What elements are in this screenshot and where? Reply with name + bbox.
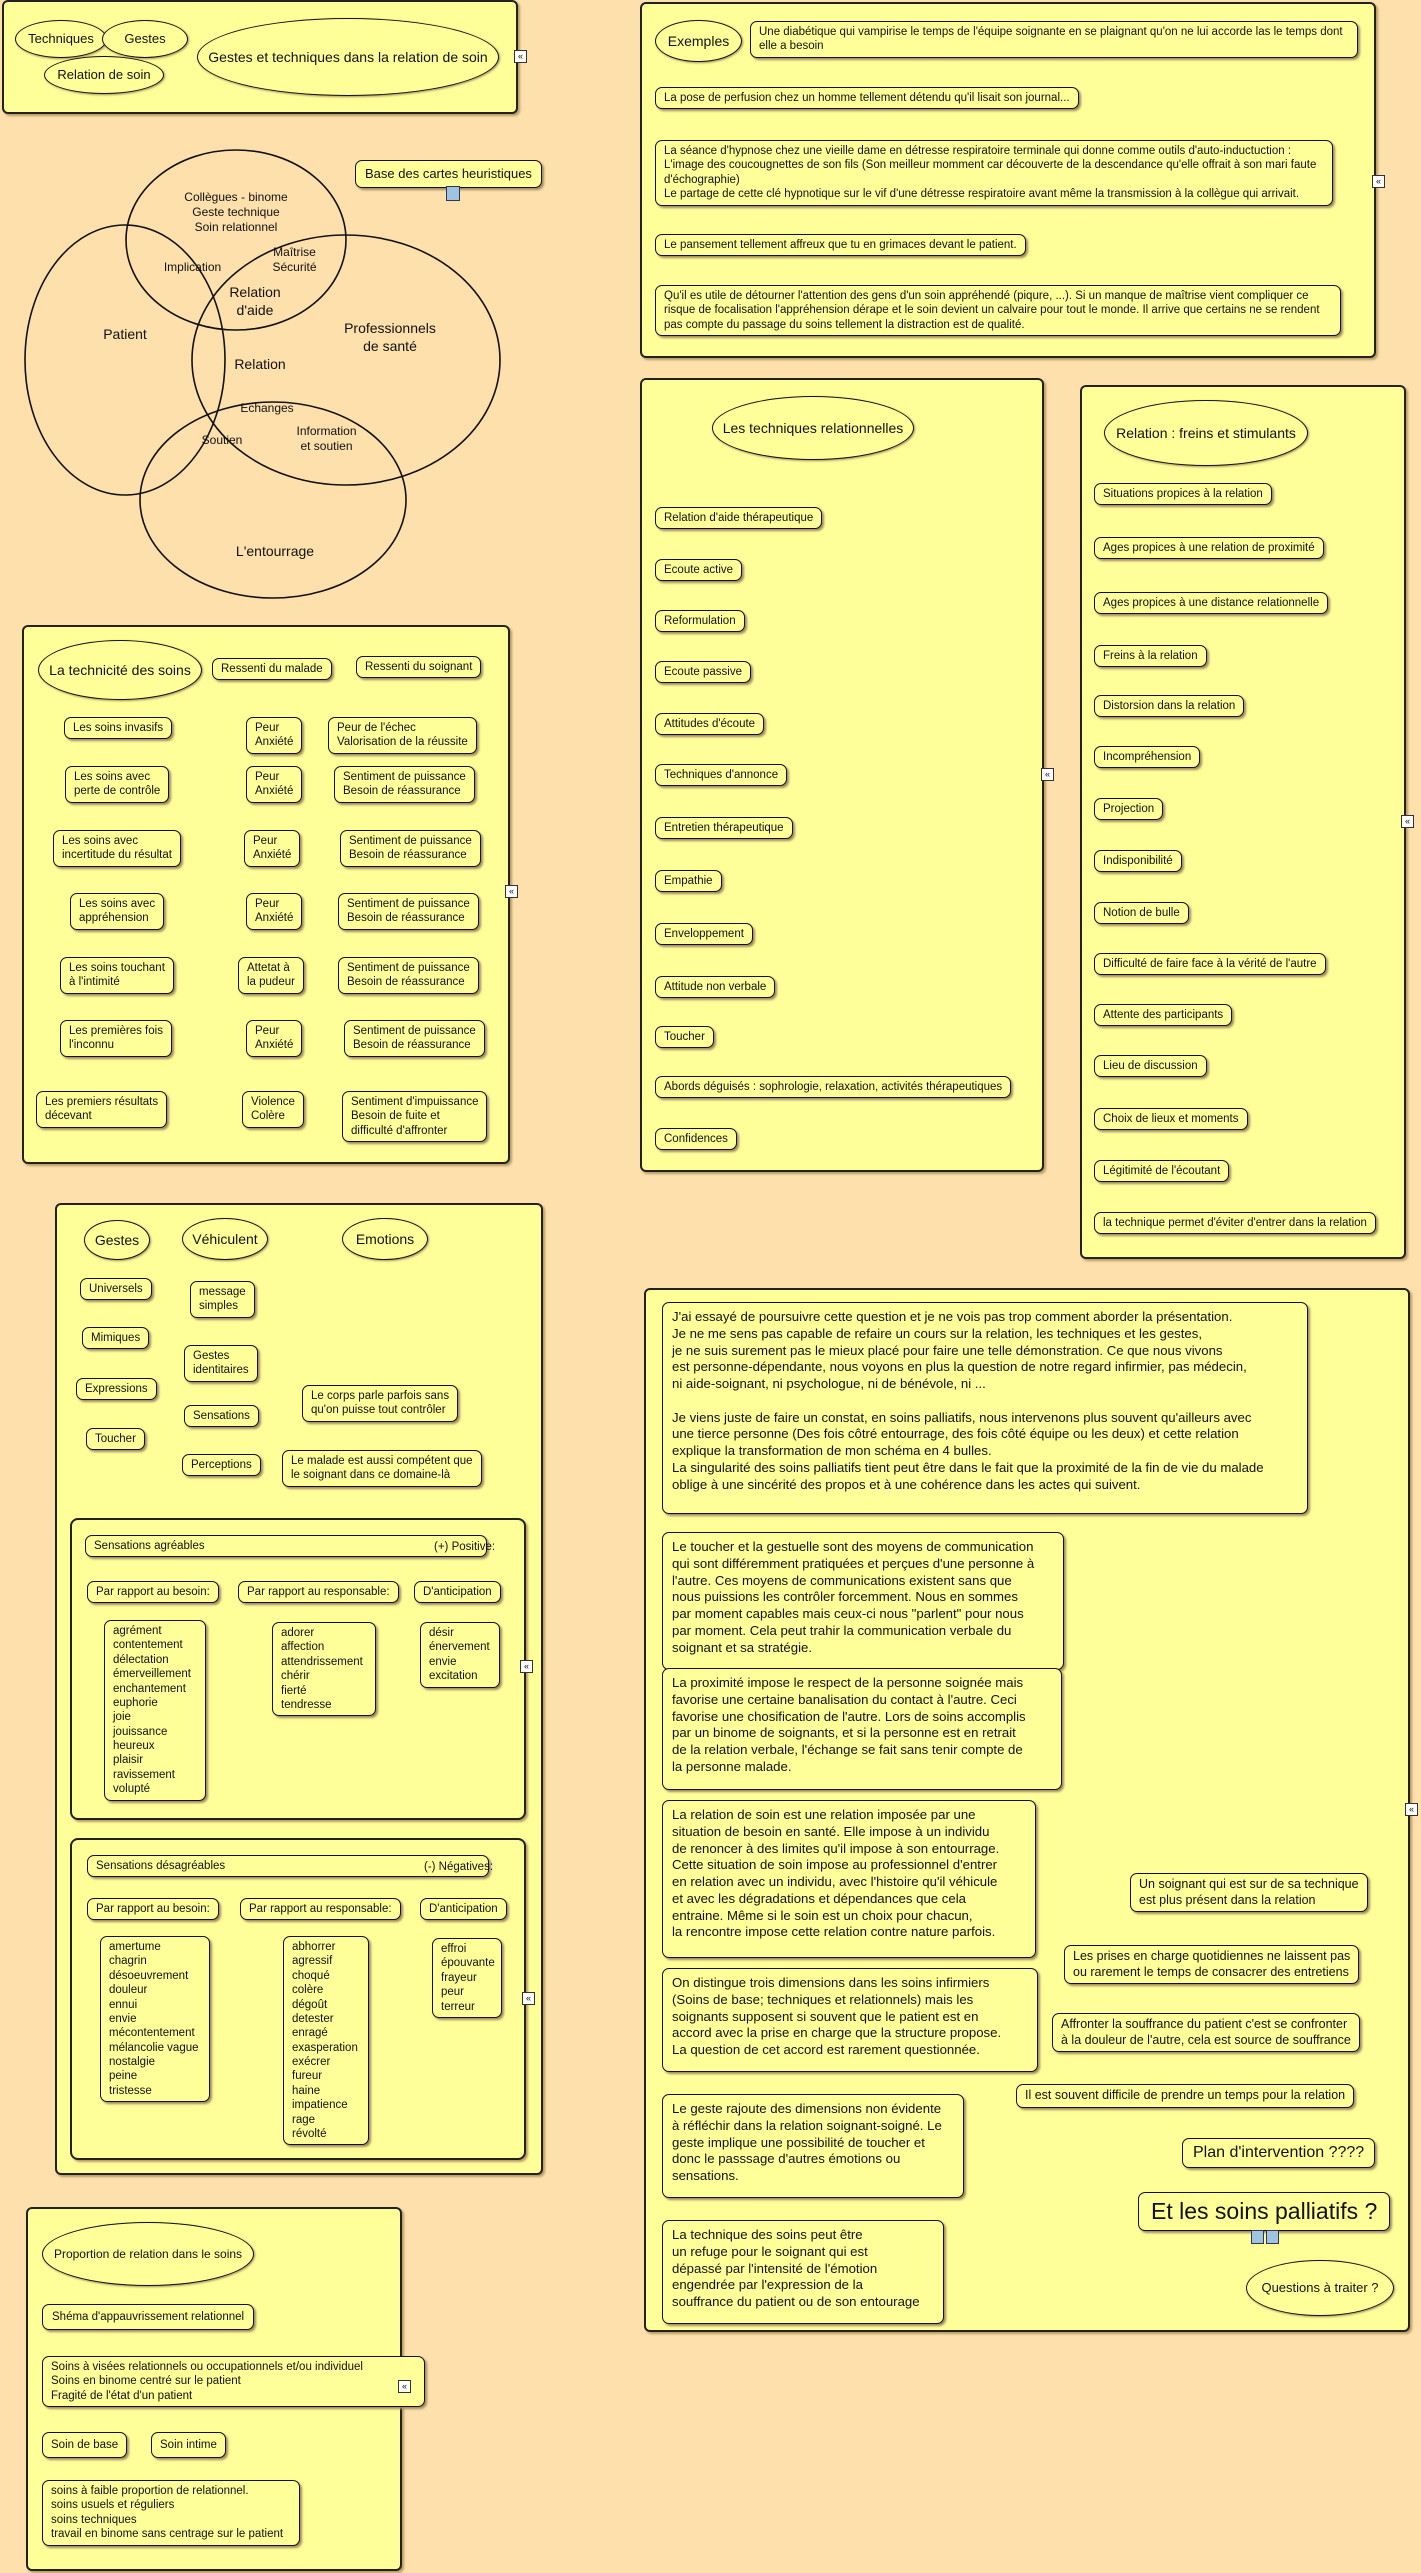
technique-relationnelle-item[interactable]: Reformulation [655,610,745,632]
proximite-paragraph[interactable]: La proximité impose le respect de la personne soignée mais favorise une certaine banalisation du contact à l'autre. Ceci favorise une chosification de l'autre. Lors de soins accomplis par un binome de soignants, et si la personne est en retrait de la relation verbale, l'échange se fait sans tenir compte de la personne malade. [662,1668,1062,1790]
frein-item[interactable]: Incompréhension [1094,746,1200,768]
gestes-oval[interactable]: Gestes [84,1220,150,1260]
ressenti-soignant-node[interactable]: Sentiment de puissance Besoin de réassurance [334,766,475,803]
venn-label-relation: Relation [234,356,286,372]
desagreables-list-responsable[interactable]: abhorrer agressif choqué colère dégoût detester enragé exasperation exécrer fureur haine impatience rage révolté [283,1936,369,2145]
technique-relationnelle-item[interactable]: Abords déguisés : sophrologie, relaxation, activités thérapeutiques [655,1076,1011,1098]
venn-label-relation-aide: Relation d'aide [229,284,281,318]
frein-item[interactable]: Distorsion dans la relation [1094,695,1244,717]
agreables-title[interactable]: Sensations agréables [85,1535,487,1557]
desagreables-responsable[interactable]: Par rapport au responsable: [240,1898,401,1920]
freins-title[interactable]: Relation : freins et stimulants [1104,400,1308,466]
collapse-icon[interactable]: « [1041,768,1054,781]
technique-relationnelle-item[interactable]: Techniques d'annonce [655,764,787,786]
frein-item[interactable]: la technique permet d'éviter d'entrer dans la relation [1094,1212,1376,1234]
technique-relationnelle-item[interactable]: Ecoute passive [655,661,751,683]
refuge-paragraph[interactable]: La technique des soins peut être un refuge pour le soignant qui est dépassé par l'intensité de l'émotion engendrée par l'expression de la souffrance du patient ou de son entourage [662,2220,944,2324]
relation-imposee-paragraph[interactable]: La relation de soin est une relation imposée par une situation de besoin en santé. Elle impose à un individu de renoncer à des limites qu'il impose à son entourrage. Cette situation de soin impose au professionnel d'entrer en relation avec un individu, avec l'histoire qu'il véhicule et avec les dégradations et dépendances que cela entraine. Même si le soin est un choix pour chacun, la rencontre impose cette relation contre nature parfois. [662,1800,1036,1958]
ressenti-malade-node[interactable]: Violence Colère [242,1091,304,1128]
ressenti-soignant-header[interactable]: Ressenti du soignant [356,656,481,678]
plan-intervention-node[interactable]: Plan d'intervention ???? [1182,2138,1375,2168]
base-cartes-node[interactable]: Base des cartes heuristiques [355,160,542,188]
malade-competent-node[interactable]: Le malade est aussi compétent que le soignant dans ce domaine-là [282,1450,482,1487]
exemple-hypnose[interactable]: La séance d'hypnose chez une vieille dame en détresse respiratoire terminale qui donne comme outils d'auto-inductuction : L'image des coucougnettes de son fils (Son meilleur momment car découverte de la descendance qu'elle offrait à son mari faute d'échographie) Le partage de cette clé hypnotique sur le vif d'une détresse respiratoire avant même la transmission à la collègue qui arrivait. [655,140,1333,206]
agreables-list-besoin[interactable]: agrément contentement délectation émerveillement enchantement euphorie joie jouissance heureux plaisir ravissement volupté [104,1620,206,1801]
collapse-icon[interactable]: « [398,2380,411,2393]
emotions-oval[interactable]: Emotions [342,1218,428,1260]
geste-item[interactable]: Mimiques [82,1327,149,1349]
technique-relationnelle-item[interactable]: Attitude non verbale [655,976,775,998]
frein-item[interactable]: Lieu de discussion [1094,1055,1207,1077]
link-icon[interactable] [1266,2230,1279,2244]
ressenti-malade-node[interactable]: Peur Anxiété [246,766,302,803]
geste-item[interactable]: Toucher [86,1428,145,1450]
desagreables-besoin[interactable]: Par rapport au besoin: [87,1898,219,1920]
ressenti-malade-node[interactable]: Peur Anxiété [244,830,300,867]
venn-label-maitrise: Maîtrise Sécurité [272,245,317,274]
exemples-title[interactable]: Exemples [655,20,742,62]
collapse-icon[interactable]: « [505,885,518,898]
frein-item[interactable]: Choix de lieux et moments [1094,1108,1248,1130]
frein-item[interactable]: Attente des participants [1094,1004,1232,1026]
vehiculent-oval[interactable]: Véhiculent [182,1218,268,1260]
venn-label-soutien: Soutien [201,433,243,447]
venn-label-entourage: L'entourrage [235,543,315,559]
geste-item[interactable]: Expressions [76,1378,157,1400]
desagreables-anticipation[interactable]: D'anticipation [420,1898,507,1920]
ressenti-soignant-node[interactable]: Sentiment de puissance Besoin de réassurance [338,957,479,994]
soin-intime-node[interactable]: Soin intime [151,2432,226,2458]
frein-item[interactable]: Indisponibilité [1094,850,1182,872]
desagreables-title[interactable]: Sensations désagréables [87,1855,489,1877]
difficile-node[interactable]: Il est souvent difficile de prendre un temps pour la relation [1016,2084,1354,2108]
technique-relationnelle-item[interactable]: Attitudes d'écoute [655,713,764,735]
faible-proportion-node[interactable]: soins à faible proportion de relationnel. soins usuels et réguliers soins techniques travail en binome sans centrage sur le patient [42,2480,300,2546]
ressenti-malade-header[interactable]: Ressenti du malade [212,658,332,680]
technique-relationnelle-item[interactable]: Entretien thérapeutique [655,817,793,839]
ressenti-soignant-node[interactable]: Sentiment de puissance Besoin de réassurance [344,1020,485,1057]
frein-item[interactable]: Légitimité de l'écoutant [1094,1160,1229,1182]
ressenti-malade-node[interactable]: Peur Anxiété [246,717,302,754]
frein-item[interactable]: Freins à la relation [1094,645,1207,667]
collapse-icon[interactable]: « [1405,1803,1418,1816]
note-icon[interactable] [1251,2230,1264,2244]
soin-type-node[interactable]: Les soins invasifs [64,717,172,739]
technique-relationnelle-item[interactable]: Empathie [655,870,722,892]
ressenti-soignant-node[interactable]: Peur de l'échec Valorisation de la réussite [328,717,477,754]
intro-paragraph[interactable]: J'ai essayé de poursuivre cette question et je ne vois pas trop comment aborder la présentation. Je ne me sens pas capable de refaire un cours sur la relation, les techniques et les gestes, je ne suis surement pas le mieux placé pour faire une telle démonstration. Ce que nous vivons est personne-dépendante, nous voyons en plus la question de notre regard infirmier, pas médecin, ni aide-soignant, ni psychologue, ni de bénévole, ni ... Je viens juste de faire un constat, en soins palliatifs, nous intervenons plus souvent qu'ailleurs avec une tierce personne (Des fois côtré entourrage, des fois côté équipe ou les deux) et cette relation explique la transformation de mon schéma en 4 bulles. La singularité des soins palliatifs tient peut être dans le fait que la proximité de la fin de vie du malade oblige à une sincérité des propos et à une cohérence dans les actes qui suivent. [662,1302,1308,1514]
soin-type-node[interactable]: Les soins avec perte de contrôle [65,766,169,803]
venn-label-echanges: Echanges [240,401,294,415]
soin-type-node[interactable]: Les premières fois l'inconnu [60,1020,172,1057]
affronter-node[interactable]: Affronter la souffrance du patient c'est se confronter à la douleur de l'autre, cela est source de souffrance [1052,2013,1360,2052]
ressenti-malade-node[interactable]: Peur Anxiété [246,893,302,930]
technique-relationnelle-item[interactable]: Relation d'aide thérapeutique [655,507,822,529]
geste-item[interactable]: Universels [80,1278,152,1300]
soin-base-node[interactable]: Soin de base [42,2432,127,2458]
soignant-sur-node[interactable]: Un soignant qui est sur de sa technique est plus présent dans la relation [1130,1873,1368,1912]
agreables-besoin[interactable]: Par rapport au besoin: [87,1581,219,1603]
technique-relationnelle-item[interactable]: Enveloppement [655,923,753,945]
frein-item[interactable]: Notion de bulle [1094,902,1189,924]
prises-charge-node[interactable]: Les prises en charge quotidiennes ne laissent pas ou rarement le temps de consacrer des entretiens [1064,1945,1359,1984]
collapse-icon[interactable]: « [522,1992,535,2005]
exemple-perfusion[interactable]: La pose de perfusion chez un homme tellement détendu qu'il lisait son journal... [655,87,1079,109]
collapse-icon[interactable]: « [514,50,527,63]
venn-label-implication: Implication [163,260,222,274]
et-soins-palliatifs-node[interactable]: Et les soins palliatifs ? [1138,2192,1390,2231]
soin-type-node[interactable]: Les soins avec appréhension [70,893,164,930]
soin-type-node[interactable]: Les premiers résultats décevant [36,1091,167,1128]
technique-relationnelle-item[interactable]: Toucher [655,1026,714,1048]
desagreables-list-anticipation[interactable]: effroi épouvante frayeur peur terreur [432,1938,502,2018]
soin-type-node[interactable]: Les soins avec incertitude du résultat [53,830,181,867]
ressenti-malade-node[interactable]: Attetat à la pudeur [238,957,304,994]
dimensions-paragraph[interactable]: On distingue trois dimensions dans les soins infirmiers (Soins de base; techniques et relationnels) mais les soignants supposent si souvent que le patient est en accord avec la prise en charge que la structure propose. La question de cet accord est rarement questionnée. [662,1968,1038,2072]
vehicule-item[interactable]: message simples [190,1281,255,1318]
ressenti-malade-node[interactable]: Peur Anxiété [246,1020,302,1057]
relation-soin-node[interactable]: Relation de soin [44,56,164,94]
corps-parle-node[interactable]: Le corps parle parfois sans qu'on puisse tout contrôler [302,1385,458,1422]
agreables-responsable[interactable]: Par rapport au responsable: [238,1581,399,1603]
agreables-list-anticipation[interactable]: désir énervement envie excitation [420,1622,500,1688]
collapse-icon[interactable]: « [520,1660,533,1673]
ressenti-soignant-node[interactable]: Sentiment de puissance Besoin de réassurance [340,830,481,867]
technique-relationnelle-item[interactable]: Ecoute active [655,559,742,581]
techniques-relationnelles-title[interactable]: Les techniques relationnelles [712,396,914,460]
vehicule-item[interactable]: Perceptions [182,1454,261,1476]
frein-item[interactable]: Projection [1094,798,1163,820]
frein-item[interactable]: Ages propices à une distance relationnelle [1094,592,1328,614]
proportion-title[interactable]: Proportion de relation dans le soins [42,2222,254,2286]
note-icon[interactable] [446,186,460,201]
collapse-icon[interactable]: « [1401,815,1414,828]
technique-relationnelle-item[interactable]: Confidences [655,1128,737,1150]
exemple-distraction[interactable]: Qu'il es utile de détourner l'attention des gens d'un soin appréhendé (piqure, ...). Si un manque de maîtrise vient compliquer ce risque de focalisation l'appréhension dérape et le soin devient un calvaire pour tout le monde. Il arrive que certains ne se rendent pas compte du passage du soins tellement la distraction est de qualité. [655,285,1341,336]
ressenti-soignant-node[interactable]: Sentiment de puissance Besoin de réassurance [338,893,479,930]
frein-item[interactable]: Difficulté de faire face à la vérité de l'autre [1094,953,1326,975]
agreables-list-responsable[interactable]: adorer affection attendrissement chérir fierté tendresse [272,1622,376,1716]
geste-paragraph[interactable]: Le geste rajoute des dimensions non évidente à réfléchir dans la relation soignant-soigné. Le geste implique une possibilité de toucher et donc le passsage d'autres émotions ou sensations. [662,2094,964,2198]
schema-node[interactable]: Shéma d'appauvrissement relationnel [42,2304,254,2330]
agreables-sign: (+) Positive: [434,1541,496,1553]
collapse-icon[interactable]: « [1372,175,1385,188]
gestes-node[interactable]: Gestes [102,20,188,58]
technicite-title[interactable]: La technicité des soins [38,640,202,700]
techniques-node[interactable]: Techniques [15,20,107,58]
vehicule-item[interactable]: Gestes identitaires [184,1345,258,1382]
agreables-anticipation[interactable]: D'anticipation [414,1581,501,1603]
desagreables-sign: (-) Négatives: [424,1861,494,1873]
toucher-paragraph[interactable]: Le toucher et la gestuelle sont des moyens de communication qui sont différemment pratiquées et perçues d'une personne à l'autre. Ces moyens de communications existent sans que nous puissions les contrôler forcemment. Nous en sommes par moment capables mais ceux-ci nous "parlent" pour nous par moment. Cela peut trahir la communication verbale du soignant et sa stratégie. [662,1532,1064,1670]
desagreables-list-besoin[interactable]: amertume chagrin désoeuvrement douleur ennui envie mécontentement mélancolie vague nostalgie peine tristesse [100,1936,210,2102]
questions-node[interactable]: Questions à traiter ? [1246,2260,1394,2316]
venn-label-collegues: Collègues - binome Geste technique Soin relationnel [184,190,288,234]
frein-item[interactable]: Ages propices à une relation de proximité [1094,537,1324,559]
vehicule-item[interactable]: Sensations [184,1405,259,1427]
soin-type-node[interactable]: Les soins touchant à l'intimité [60,957,174,994]
frein-item[interactable]: Situations propices à la relation [1094,483,1272,505]
central-topic[interactable]: Gestes et techniques dans la relation de soin [197,18,499,96]
exemple-pansement[interactable]: Le pansement tellement affreux que tu en grimaces devant le patient. [655,234,1026,256]
venn-label-information: Information et soutien [296,424,357,453]
ressenti-soignant-node[interactable]: Sentiment d'impuissance Besoin de fuite et difficulté d'affronter [342,1091,487,1142]
exemple-diabetique[interactable]: Une diabétique qui vampirise le temps de l'équipe soignante en se plaignant qu'on ne lui accorde las le temps dont elle a besoin [750,21,1358,58]
venn-label-patient: Patient [103,326,147,342]
visees-node[interactable]: Soins à visées relationnels ou occupationnels et/ou individuel Soins en binome centré sur le patient Fragité de l'état d'un patient [42,2356,425,2407]
venn-label-professionnels: Professionnels de santé [344,320,436,354]
